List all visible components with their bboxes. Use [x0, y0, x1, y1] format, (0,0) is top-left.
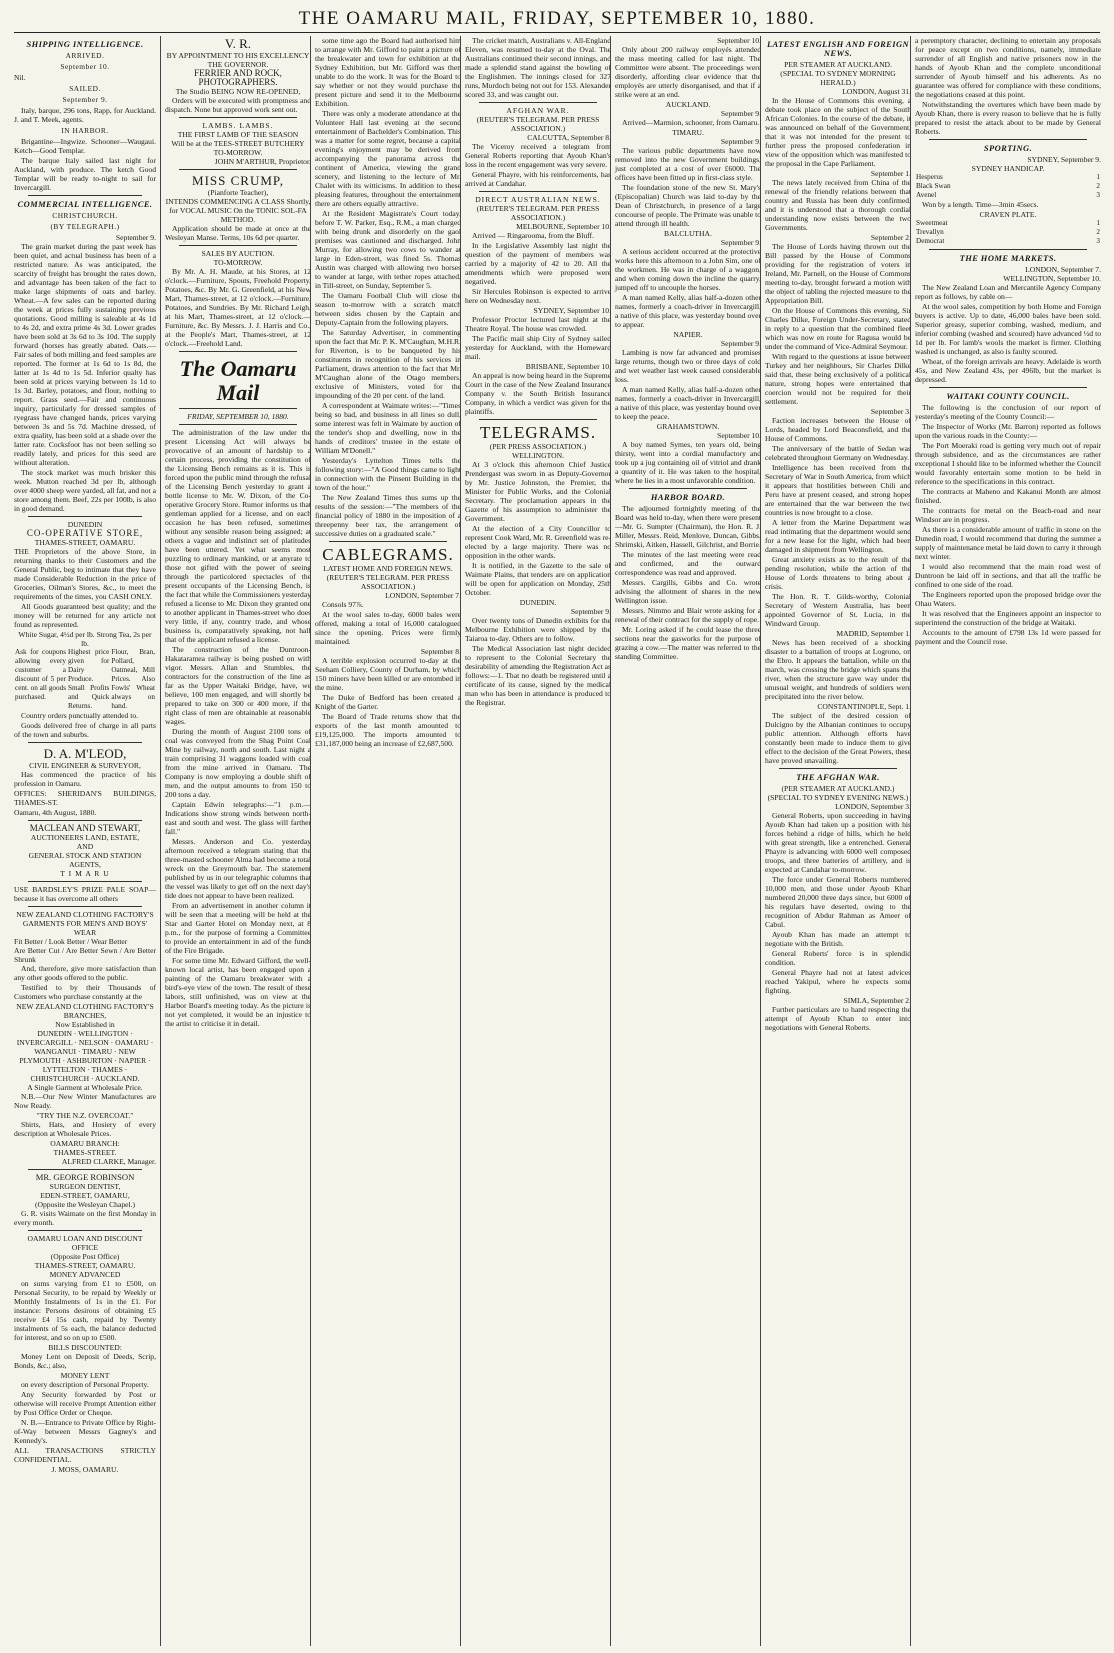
lambs-title: LAMBS. LAMBS.	[202, 121, 274, 130]
clothing-branch-address: THAMES-STREET.	[53, 1148, 117, 1157]
store-terms-right: Flour, Bran, Pollard, Oatmeal, Mill Prices. Also Fowls' Wheat always on hand.	[111, 648, 155, 710]
markets-1: The New Zealand Loan and Mercantile Agency Company report as follows, by cable on—	[915, 283, 1101, 301]
shipping-paragraph: The barque Italy sailed last night for Auckland, with produce. The ketch Good Templar will be ready to-night to sail for Invercargill.	[14, 156, 156, 192]
column-3	[310, 36, 461, 1646]
afghan2-2: The force under General Roberts numbered 10,000 men, and those under Ayoub Khan numbered 20,000 three days since, but 6000 of his regulars have deserted, owing to the recognition of Abdur Rahman as Ameer of Cabul.	[765, 875, 911, 929]
napier-date: September 9.	[720, 339, 761, 348]
clothing-branch: OAMARU BRANCH:	[50, 1139, 120, 1148]
divider	[28, 906, 142, 907]
editorial-p7: For some time Mr. Edward Gifford, the well-known local artist, has been engaged upon a painting of the Oamaru breakwater with a bird's-eye view of the town. The result of these labors, still unfinished, was on view at the Harbor Board's meeting today. As the picture is not yet completed, it would be an injustice to the artist to criticise it in detail.	[165, 956, 311, 1028]
store-p3: Country orders punctually attended to.	[21, 711, 139, 720]
clothing-branches: NEW ZEALAND CLOTHING FACTORY'S BRANCHES,	[16, 1002, 154, 1020]
clothing-p5: "TRY THE N.Z. OVERCOAT."	[36, 1111, 134, 1120]
appointment: BY APPOINTMENT TO HIS EXCELLENCY THE GOVERNOR.	[166, 51, 310, 69]
council-7: I would also recommend that the main road west of Duntroon be laid off in sections, and that all the traffic be confined to one side of the road.	[915, 562, 1101, 589]
balclutha-2: A man named Kelly, alias half-a-dozen other names, formerly a coach-driver in Invercargill, a native of this place, was yesterday bound over to appear.	[615, 293, 761, 329]
cable-5: The Board of Trade returns show that the exports of the last month amounted to £19,125,000. The imports amounted to £31,187,000 being an increase of £2,687,500.	[315, 712, 461, 748]
date-line: FRIDAY, SEPTEMBER 10, 1880.	[187, 412, 289, 421]
timaru-date: September 9.	[720, 137, 761, 146]
divider	[779, 768, 897, 769]
afghan2-5: General Phayre had not at latest advices reached Yakipul, where he expects some fighting.	[765, 968, 911, 995]
napier-2: A man named Kelly, alias half-a-dozen other names, formerly a coach-driver in Invercargill, a native of this place, was yesterday bound over to keep the peace.	[615, 385, 761, 421]
loan-p2: Money Lent on Deposit of Deeds, Scrip, Bonds, &c.; also,	[14, 1352, 156, 1370]
divider	[28, 1169, 142, 1170]
editorial-p5: Messrs. Anderson and Co. yesterday afternoon received a telegram stating that the three-masted schooner Alma had become a total wreck on the Greymouth bar. The statement published by us in our telegraphic columns that the vessel was likely to get off on the next day's tide does not appear to have been realized.	[165, 837, 311, 900]
horse-name: Black Swan	[916, 182, 951, 190]
col3-p7: Yesterday's Lyttelton Times tells the following story:—"A Good things came to light in connection with the Pinsent Building in the town of the hour."	[315, 456, 461, 492]
clothing-p6: Shirts, Hats, and Hosiery of every description at Wholesale Prices.	[14, 1120, 156, 1138]
harbor-4: Messrs. Nimmo and Blair wrote asking for a renewal of their contract for the supply of rope.	[615, 606, 761, 624]
col3-p4: The Oamaru Football Club will close the season to-morrow with a scratch match between sides chosen by the Captain and Deputy-Captain from the following players.	[315, 291, 461, 327]
store-place: DUNEDIN	[67, 520, 103, 529]
sales-text: By Mr. A. H. Maude, at his Stores, at 12 o'clock.—Furniture, Spouts, Freehold Property, Potatoes, &c. By Mr. G. Greenfield, at his New Mart, Thames-street, at 12 o'clock.—Furniture, Potatoes, and Sundries. By Mr. Richard Leigh, at his Mart, Thames-street, at 12 o'clock.—Furniture, &c. By Messrs. J. J. Harris and Co., at the People's Mart, Thames-street, at 12 o'clock.—Freehold Land.	[165, 267, 311, 348]
cable-4: The Duke of Bedford has been created a Knight of the Garter.	[315, 693, 461, 711]
markets-2: At the wool sales, competition by both Home and Foreign buyers is active. Up to date, 46,000 bales have been sold. Superior greasy, superior combing, washed, medium, and inferior combing (washed and scoured) have advanced ½d to 1d per lb. For lamb's wools the market is firmer. Clothing washed is unchanged, as also is faulty scoured.	[915, 302, 1101, 356]
horse-name: Democrat	[916, 237, 945, 245]
placing: 2	[1096, 228, 1100, 236]
lambs-line2: THE FIRST LAMB OF THE SEASON	[177, 130, 299, 139]
loan-p5: N. B.—Entrance to Private Office by Right-of-Way between Messrs Gagney's and Kennedy's.	[14, 1418, 156, 1445]
column-2	[160, 36, 311, 1646]
clothing-p4: N.B.—Our New Winter Manufactures are Now Ready.	[14, 1092, 156, 1110]
store-terms	[14, 648, 156, 711]
markets-heading: THE HOME MARKETS.	[959, 253, 1057, 263]
divider	[329, 541, 447, 542]
divider	[929, 139, 1087, 140]
column-6	[760, 36, 911, 1646]
clothing-manager: ALFRED CLARKE, Manager.	[61, 1157, 156, 1166]
afghan2-note: (SPECIAL TO SYDNEY EVENING NEWS.)	[767, 793, 909, 802]
sporting-results-2	[915, 219, 1101, 246]
divider	[479, 102, 597, 103]
cablegrams-sub: LATEST HOME AND FOREIGN NEWS.	[323, 564, 453, 573]
afghan2-6: Further particulars are to hand respecting the attempt of Ayoub Khan to enter into negotiations with General Roberts.	[765, 1005, 911, 1032]
editorial-p6: From an advertisement in another column it will be seen that a meeting will be held at the Star and Garter Hotel on Monday next, at 8 p.m., for the purpose of forming a Committee to provide an entertainment in aid of the funds of the Fire Brigade.	[165, 901, 311, 955]
latest-9: A letter from the Marine Department was read intimating that the department would send for a new lease for the light, which had been damaged in shipment from Wellington.	[765, 518, 911, 554]
sporting-note: Won by a length. Time—3min 45secs.	[922, 200, 1039, 209]
clothing-fit-left: Fit Better / Look Better / Wear Better	[14, 937, 128, 946]
afghan-2: General Phayre, with his reinforcements, has arrived at Candahar.	[465, 170, 611, 188]
harbor-5: Mr. Loring asked if he could lease the three sections near the gasworks for the purpose of grazing a cow.—The matter was referred to the standing Committee.	[615, 625, 761, 661]
col3-p3: At the Resident Magistrate's Court today, before T. W. Parker, Esq., R.M., a man charged with being drunk and disorderly on the gaol premises was cautioned and discharged. John Murray, for allowing two cows to wander at large in Eden-street, was fined 5s. Thomas Austin was charged with allowing two horses to wander at large, with tether ropes attached, in Till-street, on Sunday, September 5.	[315, 209, 461, 290]
arrived-text: Nil.	[14, 73, 26, 82]
divider	[179, 351, 297, 352]
telegrams-heading: TELEGRAMS.	[479, 423, 597, 442]
sporting-results	[915, 173, 1101, 200]
masthead: THE OAMARU MAIL, FRIDAY, SEPTEMBER 10, 1880.	[298, 8, 816, 29]
sporting-heading: SPORTING.	[983, 143, 1033, 153]
clothing-fit	[14, 937, 156, 946]
markets-3: Wheat, of the foreign arrivals are heavy. Adelaide is worth 45s, and New Zealand 43s, per 496lb, but the market is depressed.	[915, 357, 1101, 384]
divider	[28, 881, 142, 882]
horse-name: Avenel	[916, 191, 937, 199]
arrived-date: September 10.	[60, 62, 110, 71]
latest-place-3: CONSTANTINOPLE, Sept. 1.	[817, 702, 911, 711]
in-harbor-label: IN HARBOR.	[61, 126, 109, 135]
column-7	[910, 36, 1101, 1646]
maclean-line2: AND	[76, 842, 94, 851]
result-row	[915, 173, 1101, 182]
shipping-heading: SHIPPING INTELLIGENCE.	[26, 39, 144, 49]
council-4: The contracts at Maheno and Kakanui Month are almost finished.	[915, 487, 1101, 505]
crump-name: MISS CRUMP,	[192, 173, 284, 188]
auckland-heading: AUCKLAND.	[665, 100, 711, 109]
sporting-place: SYDNEY, September 9.	[1027, 155, 1101, 164]
dunedin-2: The Medical Association last night decided to represent to the Colonial Secretary the desirability of amending the Registration Act as follows:—1. That no death be registered until a certificate of its cause, signed by the medical man who has been in attendance is produced to the Registrar.	[465, 644, 611, 707]
col3-p8: The New Zealand Times thus sums up the results of the session:—"The members of the financial policy of 1880 in the imposition of a threepenny beer tax, the arrangement of successive duties on a graduated scale."	[315, 493, 461, 538]
placing: 2	[1096, 182, 1100, 190]
editorial-p1: The administration of the law under the present Licensing Act will always be provocative of an amount of hardship to a certain process, providing the constitution of the Licensing Bench remains as it is. This is forced upon the public mind through the refusal of the Licensing Bench yesterday to grant a bottle license to Mr. W. Dixon, of the Co-operative Grocery Store. Rumor informs us that gentleman applied for a license, and on each occasion he has been refused, sometimes without any sensible reason being assigned; at others a vague and indistinct set of platitudes have been uttered. Yet what seems most puzzling to ordinary mankind, or at anyrate to those not gifted with the power of seeing through the particolored spectacles of the present occupants of the Licensing Bench, is the fact that while the Commissioners yesterday refused a license to Mr. Dixon they granted one to another applicant in Thames-street who does very little, if any, country trade, and whose business is, comparatively speaking, not half that of the applicant refused a license.	[165, 428, 311, 644]
divider	[28, 820, 142, 821]
afghan-place: CALCUTTA, September 8.	[527, 133, 611, 142]
latest-3: The House of Lords having thrown out the Bill passed by the House of Commons providing for the registration of voters in Ireland, Mr. Parnell, on the House of Commons meeting to-day, brought forward a motion with the object of tabling the rejected measure to the Appropriation Bill.	[765, 242, 911, 305]
latest-8: Intelligence has been received from the Secretary of War in South America, from which it appears that hostilities between Chili and Peru have at present ceased, and strong hopes are entertained that the war between the two countries is now brought to a close.	[765, 463, 911, 517]
paper-title: The Oamaru Mail	[179, 356, 297, 405]
dunedin-date: September 9.	[570, 607, 611, 616]
maclean-line4: AGENTS,	[69, 860, 101, 869]
loan-p6: ALL TRANSACTIONS STRICTLY CONFIDENTIAL.	[14, 1446, 156, 1464]
balclutha-heading: BALCLUTHA.	[664, 229, 712, 238]
afghan2-3: Ayoub Khan has made an attempt to negotiate with the British.	[765, 930, 911, 948]
result-row	[915, 182, 1101, 191]
robinson-note: (Opposite the Wesleyan Chapel.)	[34, 1200, 136, 1209]
result-row	[915, 219, 1101, 228]
direct-4: Professor Proctor lectured last night at the Theatre Royal. The house was crowded.	[465, 315, 611, 333]
sales-heading: SALES BY AUCTION.	[201, 249, 275, 258]
col3-p2: There was only a moderate attendance at the Volunteer Hall last evening at the second entertainment of Bachelder's Combination. This was a matter for some regret, because a capital evening's enjoyment may be derived from accompanying the panorama across the continent of America, viewing the grand scenery, and listening to the lecture of Mr. Chalet with its witticisms. In addition to these pleasing features, throughout the entertainment there are others equally attractive.	[315, 109, 461, 208]
horse-name: Hesperus	[916, 173, 943, 181]
latest-7: The anniversary of the battle of Sedan was celebrated throughout Germany on Wednesday.	[765, 444, 911, 462]
divider	[179, 169, 297, 170]
crump-line3: Application should be made at once at the Wesleyan Manse. Terms, 10s 6d per quarter.	[165, 224, 311, 242]
grahamstown-1: A boy named Symes, ten years old, being thirsty, went into a cordial manufactory and took up a jug containing oil of vitriol and drank a quantity of it. He was taken to the hospital, where he lies in a most unfavorable condition.	[615, 440, 761, 485]
commercial-p1: The grain market during the past week has been quiet, and actual business has been of a restricted nature. As was anticipated, the scarcity of freight has brought the rates down, and advantage has been taken of the fact to make large shipments of oats and barley. Wheat.—A few sales can be reported during the week at prices fully sustaining previous quotations. Good milling is saleable at 4s 1d to 4s 2d, and extra prime 4s 3d. Lower grades have been sold at 3s 6d to 3s 10d. The supply forward (horses has greatly abated. Oats.—Fair sales of both milling and feed samples are reported. The former at 1s 6d to 1s 8d, the latter at 1s 4d to 1s 5d. Inferior qualty has been sold at prices varying between 1s 1d to 1s 3d. Barley, potatoes, and flour, nothing to report. Grass seed.—Fair and continuous inquiry, particularly for dressed samples of ryegrass have changed hands, prices varying between 3s and 5s 7d. Machine dressed, of extra quality, has been sold at a shade over the latter rate. Cocksfoot has not been selling so readily lately, and prices for this seed are without alteration.	[14, 242, 156, 467]
bardsley-ad: USE BARDSLEY'S PRIZE PALE SOAP—because it has overcome all others	[14, 885, 156, 903]
council-heading: WAITAKI COUNTY COUNCIL.	[946, 391, 1070, 401]
markets-sub: WELLINGTON, September 10.	[1003, 274, 1101, 283]
auckland-1: Arrived—Marmion, schooner, from Oamaru.	[622, 118, 760, 127]
council-3: The Port Moeraki road is getting very much out of repair through subsidence, and as the circumstances are rather exceptional I should like to be informed whether the Council would favorably entertain some motion to be held in reference to the specifications in this contract.	[915, 441, 1101, 486]
divider	[179, 245, 297, 246]
loan-p1: on sums varying from £1 to £500, on Personal Security, to be repaid by Weekly or Monthly Instalments of 1s in the £1. For instance: Persons desirous of obtaining £5 receive £4 15s cash, repaid by Twenty instalments of 5s each, the balance deducted for interest, and so on up to £500.	[14, 1279, 156, 1342]
balclutha-date: September 9.	[720, 238, 761, 247]
council-1: The following is the conclusion of our report of yesterday's meeting of the County Council:—	[915, 403, 1101, 421]
divider	[929, 387, 1087, 388]
clothing-p3: A Single Garment at Wholesale Price.	[27, 1083, 143, 1092]
column-5	[610, 36, 761, 1646]
result-row	[915, 191, 1101, 200]
loan-bills: BILLS DISCOUNTED:	[48, 1343, 122, 1352]
robinson-visits: G. R. visits Waimate on the first Monday in every month.	[14, 1209, 156, 1227]
loan-head: MONEY ADVANCED	[49, 1270, 121, 1279]
store-prices: White Sugar, 4½d per lb. Strong Tea, 2s per lb.	[18, 630, 152, 648]
mcleod-office: OFFICES: SHERIDAN'S BUILDINGS, THAMES-ST.	[14, 789, 156, 807]
store-name: CO-OPERATIVE STORE,	[26, 528, 144, 538]
latest-place: LONDON, August 31.	[842, 87, 911, 96]
harbor-heading: HARBOR BOARD.	[650, 492, 726, 502]
telegram-1: At 3 o'clock this afternoon Chief Justice Prendergast was sworn in as Deputy-Governor by Mr. Justice Johnston, the Premier, the Minister for Public Works, and the Colonial Secretary. The proclamation appears in the Gazette of his assumption to administer the Government.	[465, 460, 611, 523]
loan-lent: MONEY LENT	[60, 1371, 110, 1380]
loan-p3: on every description of Personal Property.	[21, 1380, 149, 1389]
harbor-2: The minutes of the last meeting were read and confirmed, and the outward correspondence was read and approved.	[615, 550, 761, 577]
telegrams-note: (PER PRESS ASSOCIATION.)	[489, 442, 587, 451]
direct-5: The Pacific mail ship City of Sydney sailed yesterday for Auckland, with the Homeward mail.	[465, 334, 611, 361]
council-6: As there is a considerable amount of traffic in stone on the Dunedin road, I would recommend that during the summer a supply of maintenance metal be laid down to carry it through next winter.	[915, 525, 1101, 561]
sailed-label: SAILED.	[69, 84, 101, 93]
latest-1: In the House of Commons this evening, a debate took place on the subject of the South African Colonies. In the course of the debate, it was announced on behalf of the Government, that it was not intended for the present to further press the proposed confederation in view of the opposition which was manifested to the proposal in the Cape Parliament.	[765, 96, 911, 168]
store-terms-left: Ask for coupons allowing every customer a discount of 5 per cent. on all goods purchased.	[15, 648, 66, 701]
divider	[28, 1230, 142, 1231]
masthead-rule	[14, 32, 1100, 33]
horse-name: Trevallyn	[916, 228, 944, 236]
col5-date: September 10.	[717, 36, 761, 45]
divider	[28, 516, 142, 517]
timaru-heading: TIMARU.	[672, 128, 704, 137]
cablegrams-heading: CABLEGRAMS.	[322, 545, 454, 564]
mcleod-date: Oamaru, 4th August, 1880.	[14, 808, 97, 817]
direct-place-3: BRISBANE, September 10.	[525, 362, 611, 371]
lambs-line3: Will be at the TEES-STREET BUTCHERY TO-MORROW.	[171, 139, 305, 157]
markets-place: LONDON, September 7.	[1025, 265, 1101, 274]
placing: 1	[1096, 219, 1100, 227]
store-p1: THE Proprietors of the above Store, in returning thanks to their Customers and the General Public, beg to intimate that they have made Considerable Reduction in the price of Groceries, Oilman's Stores, &c., to meet the requirements of the times, you CASH ONLY.	[14, 547, 156, 601]
latest-place-2: MADRID, September 1.	[836, 629, 911, 638]
store-terms-mid: Highest price given for Dairy Produce. Small Profits and Quick Returns.	[68, 648, 110, 710]
afghan2-place: LONDON, September 3.	[835, 802, 911, 811]
commercial-tele: (BY TELEGRAPH.)	[50, 222, 120, 231]
loan-p4: Any Security forwarded by Post or otherwise will receive Prompt Attention either by Post Office Order or Cheque.	[14, 1390, 156, 1417]
divider	[179, 424, 297, 425]
col3-p5: The Saturday Advertiser, in commenting upon the fact that Mr. P. K. M'Caughan, M.H.R. for Riverton, is to be banqueted by his constituents in recognition of his services in Parliament, draws attention to the fact that Mr. M'Caughan alone of the Otago members, exclusive of Ministers, voted for the impounding of the 20 per cent. of the land.	[315, 328, 461, 400]
direct-6: An appeal is now being heard in the Supreme Court in the case of the New Zealand Insurance Company v. the South British Insurance Company, in which a verdict was given for the plaintiffs.	[465, 371, 611, 416]
dunedin-heading: DUNEDIN.	[519, 598, 557, 607]
timaru-2: The foundation stone of the new St. Mary's (Episcopalian) Church was laid to-day by the Dean of Christchurch, in presence of a large concourse of people. The Primate was unable to attend through ill health.	[615, 183, 761, 228]
vr-mark: V. R.	[224, 36, 252, 51]
afghan2-place-2: SIMLA, September 2.	[843, 996, 911, 1005]
maclean-place: T I M A R U	[60, 869, 110, 878]
latest-heading: LATEST ENGLISH AND FOREIGN NEWS.	[766, 39, 910, 58]
col3-p1: some time ago the Board had authorised him to arrange with Mr. Gifford to paint a picture of the breakwater and town for exhibition at the Sydney Exhibition, but Mr. Gifford was then unable to do the work. It was for the Board to say whether or not they would purchase the present picture and send it to the Melbourne Exhibition.	[315, 36, 461, 108]
commercial-date: September 9.	[115, 233, 156, 242]
napier-1: Lambing is now far advanced and promises large returns, though two or three days of cold and wet weather last week caused considerable loss.	[615, 348, 761, 384]
editorial-p4: Captain Edwin telegraphs:—"1 p.m.—Indications show strong winds between north-east and south and west. The glass will farther fall."	[165, 800, 311, 836]
horse-name: Sweetmeat	[916, 219, 948, 227]
lambs-line4: JOHN M'ARTHUR, Proprietor.	[214, 157, 311, 166]
editorial-p3: During the month of August 2100 tons of coal was conveyed from the Shag Point Coal Mine by railway, north and south. Last night a train comprising 31 waggons loaded with coal from the mine arrived in Oamaru. The Company is now employing a double shift of men, and the output amounts to from 150 to 200 tons a day.	[165, 727, 311, 799]
clothing-are	[14, 946, 156, 964]
loan-name: OAMARU LOAN AND DISCOUNT OFFICE	[27, 1234, 143, 1252]
latest-4: On the House of Commons this evening, Sir Charles Dilke, Foreign Under-Secretary, stated in reply to a question that the combined fleet which was now en route for Ragusa would be under the command of Vice-Admiral Seymour.	[765, 306, 911, 351]
divider	[629, 488, 747, 489]
afghan2-sub: (PER STEAMER AT AUCKLAND.)	[781, 784, 895, 793]
latest-sub: PER STEAMER AT AUCKLAND.	[784, 60, 892, 69]
latest-date-4: September 3.	[870, 407, 911, 416]
col7-p1: a peremptory character, declining to entertain any proposals for peace except on two conditions, namely, immediate surrender of all English and native prisoners now in the hands of Ayoub Khan and the complete unconditional surrender of Ayoub himself and his adherents. As no guarantee was offered for compliance with these conditions, the negotiations ceased at this point.	[915, 36, 1101, 99]
telegram-2: At the election of a City Councillor to represent Cook Ward, Mr. R. Greenfield was re-elected by a large majority. There was no opposition in the other wards.	[465, 524, 611, 560]
afghan-note: (REUTER'S TELEGRAM. PER PRESS ASSOCIATION.)	[476, 115, 600, 133]
loan-address: THAMES-STREET, OAMARU.	[34, 1261, 136, 1270]
robinson-title: SURGEON DENTIST,	[49, 1182, 121, 1191]
crump-line1: (Pianforte Teacher),	[207, 188, 269, 197]
sporting-event-2: CRAVEN PLATE.	[979, 210, 1037, 219]
latest-date-3: September 2.	[870, 233, 911, 242]
cablegrams-note: (REUTER'S TELEGRAM. PER PRESS ASSOCIATION.)	[326, 573, 450, 591]
afghan2-heading: THE AFGHAN WAR.	[796, 772, 880, 782]
result-row	[915, 237, 1101, 246]
loan-sign: J. MOSS, OAMARU.	[51, 1465, 119, 1474]
col3-p6: A correspondent at Waimate writes:—"Times being so bad, and business in all lines so dull, some interest was felt in Waimate by auction of the tender's shop and dwelling, now in the hands of creditors' trustee in the estate of William M'Donell."	[315, 401, 461, 455]
editorial-p2: The construction of the Duntroon-Hakataramea railway is being pushed on with vigor. Messrs. Allan and Stumbles, the contractors for the construction of the line as far as the Upper Waitaki Bridge, have, we believe, 100 men engaged, and will shortly be prepared to take on 300 or 400 more, if the right class of men are obtainable at reasonable wages.	[165, 645, 311, 726]
latest-13: The subject of the desired cession of Dulcigno by the Albanian continues to occupy public attention. Although efforts have constantly been made to induce them to give effect to the decision of the Great Powers, these have proved unavailing.	[765, 711, 911, 765]
cable-date-2: September 8.	[420, 647, 461, 656]
council-5: The contracts for metal on the Beach-road and near Windsor are in progress.	[915, 506, 1101, 524]
mcleod-title: CIVIL ENGINEER & SURVEYOR,	[29, 761, 141, 770]
latest-note: (SPECIAL TO SYDNEY MORNING HERALD.)	[780, 69, 896, 87]
column-4	[460, 36, 611, 1646]
direct-3: Sir Hercules Robinson is expected to arrive here on Wednesday next.	[465, 287, 611, 305]
store-p4: Goods delivered free of charge in all parts of the town and suburbs.	[14, 721, 156, 739]
divider	[479, 419, 597, 420]
timaru-1: The various public departments have now removed into the new Government buildings, just completed at a cost of over £6000. The offices have been fitted up in first-class style.	[615, 146, 761, 182]
col5-p1: Only about 200 railway employés attended the mass meeting called for last night. The Committee were absent. The proceedings were disorderly, affording clear evidence that the employés are utterly disorganised, and that if a strike were at an end.	[615, 45, 761, 99]
clothing-title: NEW ZEALAND CLOTHING FACTORY'S GARMENTS FOR MEN'S AND BOYS' WEAR	[16, 910, 154, 937]
robinson-name: MR. GEORGE ROBINSON	[35, 1172, 135, 1182]
in-harbor-text: Brigantine—Ingwize. Schooner—Waugaui. Ketch—Good Templar.	[14, 137, 156, 155]
commercial-heading: COMMERCIAL INTELLIGENCE.	[17, 199, 153, 209]
grahamstown-date: September 10.	[717, 431, 761, 440]
divider	[28, 742, 142, 743]
latest-10: Great anxiety exists as to the result of the pending resolution, while the action of the House of Lords threatens to bring about a crisis.	[765, 555, 911, 591]
council-2: The Inspector of Works (Mr. Barron) reported as follows upon the various roads in the County:—	[915, 422, 1101, 440]
latest-date-2: September 1.	[870, 169, 911, 178]
afghan-1: The Viceroy received a telegram from General Roberts reporting that Ayoub Khan's loss in the recent engagement was very severe.	[465, 142, 611, 169]
ferrier-name: FERRIER AND ROCK, PHOTOGRAPHERS.	[194, 68, 282, 87]
sailed-text: Italy, barque, 296 tons, Rapp, for Auckland. J. and T. Meek, agents.	[14, 106, 156, 124]
direct-place: MELBOURNE, September 10.	[516, 222, 611, 231]
clothing-established: Now Established in	[55, 1020, 115, 1029]
afghan2-4: General Roberts' force is in splendid condition.	[765, 949, 911, 967]
sailed-date: September 9.	[62, 95, 108, 104]
clothing-p2: Testified to by their Thousands of Customers who purchase constantly at the	[14, 983, 156, 1001]
telegrams-place: WELLINGTON.	[512, 451, 564, 460]
divider	[179, 117, 297, 118]
council-8: The Engineers reported upon the proposed bridge over the Ohau Waters.	[915, 590, 1101, 608]
maclean-name: MACLEAN AND STEWART,	[29, 823, 141, 833]
arrived-label: ARRIVED.	[65, 51, 105, 60]
sporting-event: SYDNEY HANDICAP.	[971, 164, 1045, 173]
latest-6: Faction increases between the House of Lords, headed by Lord Beaconsfield, and the House of Commons.	[765, 416, 911, 443]
mcleod-name: D. A. M'LEOD,	[43, 746, 127, 761]
sales-sub: TO-MORROW.	[213, 258, 263, 267]
clothing-p1: And, therefore, give more satisfaction than any other goods offered to the public.	[14, 964, 156, 982]
cablegrams-place: LONDON, September 7.	[385, 591, 461, 600]
latest-12: News has been received of a shocking disaster to a battalion of troops at Logrono, on the Ebro. It appears the battalion, while on the march, was crossing the bridge which spans the river, when the structure gave way under the unusual weight, and hundreds of soldiers were precipitated into the river below.	[765, 638, 911, 701]
store-p2: All Goods guaranteed best quality; and the money will be returned for any article not found as represented.	[14, 602, 156, 629]
placing: 1	[1096, 173, 1100, 181]
divider	[28, 195, 142, 196]
crump-line2: INTENDS COMMENCING A CLASS Shortly, for VOCAL MUSIC On the TONIC SOL-FA METHOD.	[165, 197, 311, 224]
studio-line: The Studio BEING NOW RE-OPENED,	[175, 87, 301, 96]
latest-11: The Hon. R. T. Gilds-worthy, Colonial Secretary of Western Australia, has been appointed Governor of St. Lucia, in the Windward Group.	[765, 592, 911, 628]
placing: 3	[1096, 191, 1100, 199]
commercial-p2: The stock market was much brisker this week. Mutton reached 3d per lb, although over 4000 sheep were yarded, all fat, and not a store among them. Beef, 22s per 100lb, is also in good demand.	[14, 468, 156, 513]
latest-2: The news lately received from China of the renewal of the friendly relations between that country and Russia has been duly confirmed, and it is understood that a thorough cordial understanding now exists between the two Governments.	[765, 178, 911, 232]
napier-heading: NAPIER.	[673, 330, 703, 339]
latest-5: With regard to the questions at issue between Turkey and her neighbours, Sir Charles Dilke said that, these being exclusively of a political nature, strong hopes were entertained that coercion would not be required for their settlement.	[765, 352, 911, 406]
cable-2: At the wool sales to-day, 6000 bales were offered, making a total of 16,000 catalogued since the opening. Prices were firmly maintained.	[315, 610, 461, 646]
council-10: Accounts to the amount of £798 13s 1d were passed for payment and the Council rose.	[915, 628, 1101, 646]
auckland-date: September 9.	[720, 109, 761, 118]
telegram-3: It is notified, in the Gazette to the sale of Waimate Plains, that tenders are on application will be open for application on Monday, 25th October.	[465, 561, 611, 597]
harbor-3: Messrs. Cargills, Gibbs and Co. wrote advising the allotment of shares in the new Wellington issue.	[615, 578, 761, 605]
divider	[179, 408, 297, 409]
grahamstown-heading: GRAHAMSTOWN.	[656, 422, 720, 431]
direct-1: Arrived — Ringarooma, from the Bluff.	[472, 231, 594, 240]
divider	[479, 191, 597, 192]
robinson-address: EDEN-STREET, OAMARU,	[40, 1191, 130, 1200]
direct-note: (REUTER'S TELEGRAM. PER PRESS ASSOCIATION.)	[476, 204, 600, 222]
mcleod-text: Has commenced the practice of his profession in Oamaru.	[14, 770, 156, 788]
placing: 3	[1096, 237, 1100, 245]
maclean-line3: GENERAL STOCK AND STATION	[28, 851, 142, 860]
direct-2: In the Legislative Assembly last night the question of the payment of members was carried by a majority of 42 to 20. All the amendments which were proposed were negatived.	[465, 241, 611, 286]
cable-3: A terrible explosion occurred to-day at the Seeham Colliery, County of Durham, by which 150 miners have been killed or are entombed in the mine.	[315, 656, 461, 692]
loan-note: (Opposite Post Office)	[50, 1252, 120, 1261]
store-address: THAMES-STREET, OAMARU.	[34, 538, 136, 547]
afghan-heading: AFGHAN WAR.	[506, 106, 570, 115]
result-row	[915, 228, 1101, 237]
direct-place-2: SYDNEY, September 10.	[533, 306, 611, 315]
cable-1: Consols 97⅞.	[322, 600, 364, 609]
commercial-place: CHRISTCHURCH.	[52, 211, 118, 220]
column-1	[14, 36, 156, 1646]
balclutha-1: A serious accident occurred at the protective works here this afternoon to a John Sim, one of the workmen. He was in charge of a waggon, and when coming down the incline the quarry, jumped off to uncouple the horses.	[615, 247, 761, 292]
col4-p1: The cricket match, Australians v. All-England Eleven, was resumed to-day at the Oval. The Australians continued their second innings, and made a splendid stand against the bowling of the Englishmen. The innings closed for 327 runs, Murdoch being not out for 153. Alexander scored 33, and was caught out.	[465, 36, 611, 99]
clothing-fit-right: Are Better Cut / Are Better Sewn / Are Better Shrunk	[14, 946, 156, 964]
dunedin-1: Over twenty tons of Dunedin exhibits for the Melbourne Exhibition were shipped by the Taiaroa to-day. Others are to follow.	[465, 616, 611, 643]
divider	[929, 249, 1087, 250]
studio-text: Orders will be executed with promptness and dispatch. None but approved work sent out.	[165, 96, 311, 114]
col7-p2: Notwithstanding the overtures which have been made by Ayoub Khan, there is every reason to believe that he is fully prepared to resist the attack about to be made by General Roberts.	[915, 100, 1101, 136]
clothing-towns: DUNEDIN · WELLINGTON · INVERCARGILL · NELSON · OAMARU · WANGANUI · TIMARU · NEW PLYMOUTH · ASHBURTON · NAPIER · LYTTELTON · THAMES · CHRISTCHURCH · AUCKLAND.	[16, 1029, 154, 1083]
council-9: It was resolved that the Engineers appoint an inspector to superintend the construction of the bridge at Waitaki.	[915, 609, 1101, 627]
direct-heading: DIRECT AUSTRALIAN NEWS.	[475, 195, 601, 204]
maclean-line1: AUCTIONEERS LAND, ESTATE,	[30, 833, 140, 842]
harbor-1: The adjourned fortnightly meeting of the Board was held to-day, when there were present—Mr. G. Sumpter (Chairman), the Hon. R. J. Miller, Messrs. Reid, Menlove, Duncan, Gibbs, Shrimski, Aitken, Hassell, Gilchrist, and Borrie.	[615, 504, 761, 549]
afghan2-1: General Roberts, upon succeeding in having Ayoub Khan had taken up a position with his forces behind a ridge of hills, which he held with great strength, like a entrenched. General Phayre is advancing with 6000 well composed troops, and three batteries of artillery, and is expected at Candahar to-morrow.	[765, 811, 911, 874]
